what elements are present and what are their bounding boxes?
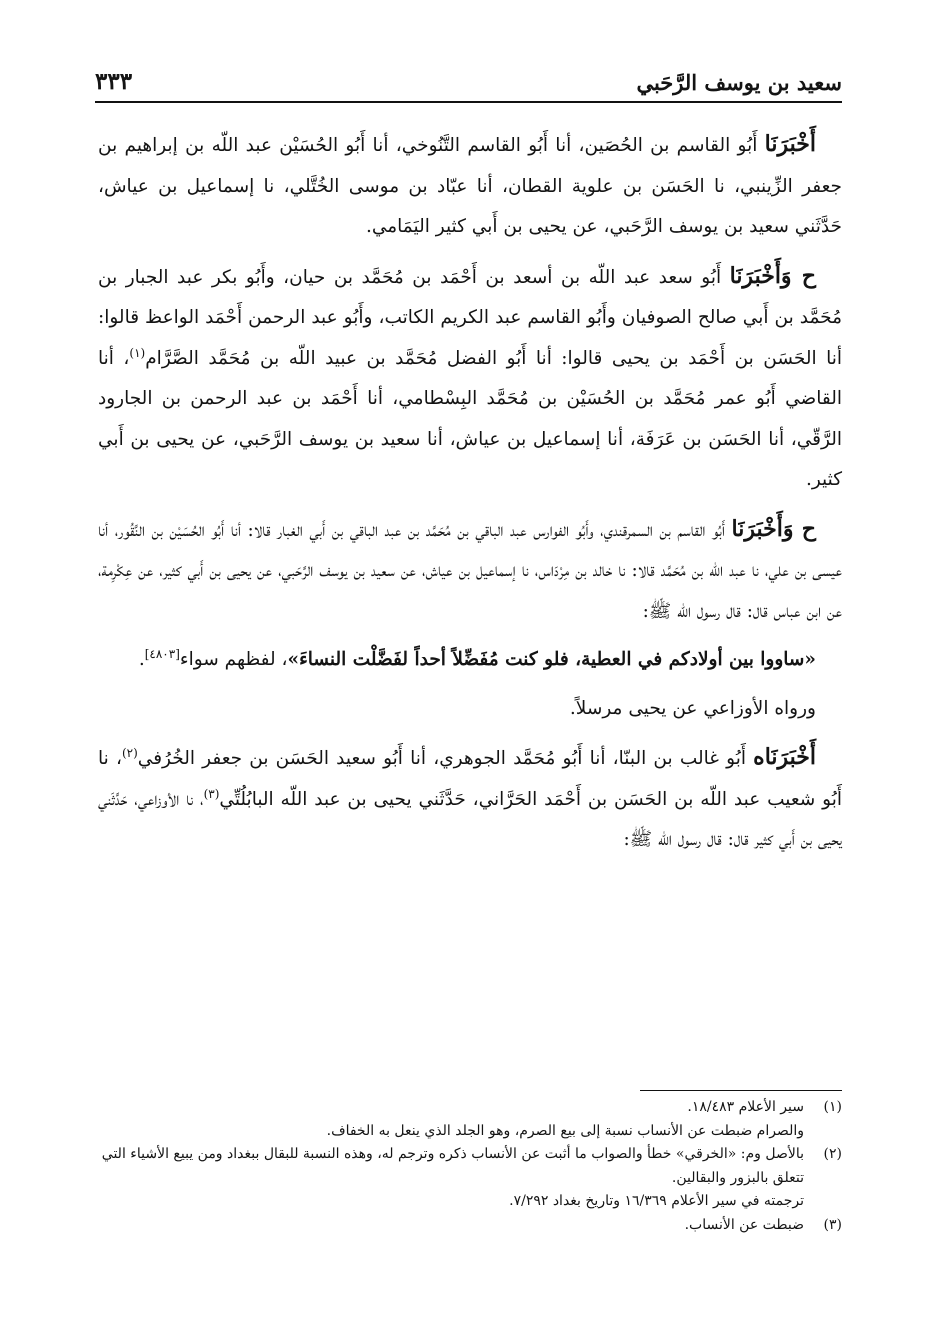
lead-word: ح وَأَخْبَرَنَا <box>729 262 817 289</box>
paragraph-3 <box>98 509 842 633</box>
lead-word: ح وَأَخْبَرَنَا <box>731 515 816 542</box>
footnote-continuation: ترجمته في سير الأعلام ١٦/٣٦٩ وتاريخ بغداد ٧/٢٩٢. <box>509 1193 804 1209</box>
footnote-rule <box>640 1090 842 1091</box>
page-number: ٣٣٣ <box>95 68 133 95</box>
paragraph-text: ، نا الأوزاعي، حَدَّثَني يحيى بن أَبي كثير قال: قال رسول الله ﷺ: <box>98 788 842 850</box>
lead-word: أَخْبَرَنَا <box>764 131 816 157</box>
footnote-text: سير الأعلام ١٨/٤٨٣. <box>687 1099 804 1115</box>
paragraph-6 <box>98 737 842 861</box>
paragraph-text: ، أنا القاضي أَبُو عمر مُحَمَّد بن الحُسَيْن بن مُحَمَّد البِسْطامي، أنا أَحْمَد بن عبد الرحمن بن الجارود الرَّقّي، أنا الحَسَن بن عَرَفَة، أنا إسماعيل بن عياش، أنا سعيد بن يوسف الرَّحَبي، عن يحيى بن أَبي كثير. <box>98 347 842 490</box>
footnote-2 <box>98 1143 842 1190</box>
page-header <box>95 66 842 100</box>
footnote-text: ضبطت عن الأنساب. <box>684 1216 804 1233</box>
hadith-reference: [٤٨٠٣] <box>144 646 180 661</box>
footnote-mark-2[interactable]: (٢) <box>121 745 138 760</box>
footnote-3 <box>98 1214 842 1238</box>
footnote-continuation: والصرام ضبطت عن الأنساب نسبة إلى بيع الصرم، وهو الجلد الذي ينعل به الخفاف. <box>326 1122 804 1139</box>
footnote-number: (٢) <box>823 1146 842 1162</box>
paragraph-text: ، نا أَبُو شعيب عبد اللّه بن الحَسَن بن أَحْمَد الحَرَّاني، حَدَّثَني يحيى بن عبد اللّه البابُلُتِّي <box>98 748 843 810</box>
running-title: سعيد بن يوسف الرَّحَبي <box>636 70 842 95</box>
paragraph-1 <box>98 124 842 248</box>
main-text <box>98 124 842 869</box>
footnote-mark-3[interactable]: (٣) <box>203 786 220 801</box>
paragraph-text: أَبُو غالب بن البنّا، أنا أَبُو مُحَمَّد الجوهري، أنا أَبُو سعيد الحَسَن بن جعفر الخُرُفي <box>137 748 754 769</box>
paragraph-4-hadith <box>98 640 842 681</box>
footnote-text: بالأصل وم: «الخرقي» خطأ والصواب ما أثبت عن الأنساب ذكره وترجم له، وهذه النسبة للبقال ببغداد ومن يبيع الأشياء التي تتعلق بالبزور والبقالين. <box>101 1146 804 1186</box>
paragraph-2 <box>98 256 842 501</box>
hadith-text: «ساووا بين أولادكم في العطية، فلو كنت مُفَضِّلاً أحداً لفَضَّلْت النساءَ» <box>287 649 816 670</box>
paragraph-text: أَبُو القاسم بن السمرقندي، وأَبُو الفوارس عبد الباقي بن مُحَمَّد بن عبد الباقي بن أَبي الغبار قالا: أنا أَبُو الحُسَيْن بن النَّقُور، أنا عيسى بن علي، نا عبد اللّه بن مُحَمَّد قالا: نا خالد بن مِرْدَاس، نا إسماعيل بن عياش، عن سعيد بن يوسف الرَّحَبي، عن يحيى بن أَبي كثير، عن عِكْرِمة، عن ابن عباس قال: قال رسول الله ﷺ: <box>98 519 842 622</box>
footnote-mark-1[interactable]: (١) <box>129 345 146 360</box>
paragraph-text: . <box>138 649 145 670</box>
footnote-number: (١) <box>823 1099 842 1115</box>
paragraph-text: ، لفظهم سواء <box>179 649 288 670</box>
paragraph-text: ورواه الأوزاعي عن يحيى مرسلاً. <box>569 697 816 719</box>
paragraph-text: أَبُو سعد عبد اللّه بن أسعد بن أَحْمَد بن مُحَمَّد بن حيان، وأَبُو بكر عبد الجبار بن مُحَمَّد بن أَبي صالح الصوفيان وأَبُو القاسم عبد الكريم الكاتب، وأَبُو عبد الرحمن أَحْمَد الواعظ قالوا: أنا الحَسَن بن أَحْمَد بن يحيى قالوا: أنا أَبُو الفضل مُحَمَّد بن عبيد اللّه بن مُحَمَّد الصَّرَّام <box>98 266 843 369</box>
paragraph-5 <box>98 689 842 730</box>
footnotes <box>98 1096 842 1237</box>
paragraph-text: أَبُو القاسم بن الحُصَين، أنا أَبُو القاسم التَّنُوخي، أنا أَبُو الحُسَيْن عبد اللّه بن إبراهيم بن جعفر الزِّينبي، نا الحَسَن بن علوية القطان، أنا عبّاد بن موسى الخُتَّلي، نا إسماعيل بن عياش، حَدَّثَني سعيد بن يوسف الرَّحَبي، عن يحيى بن أَبي كثير اليَمَامي. <box>98 135 842 237</box>
lead-word: أَخْبَرَنَاه <box>753 744 817 770</box>
header-rule <box>95 101 842 103</box>
footnote-number: (٣) <box>823 1216 842 1233</box>
footnote-1 <box>98 1096 842 1120</box>
